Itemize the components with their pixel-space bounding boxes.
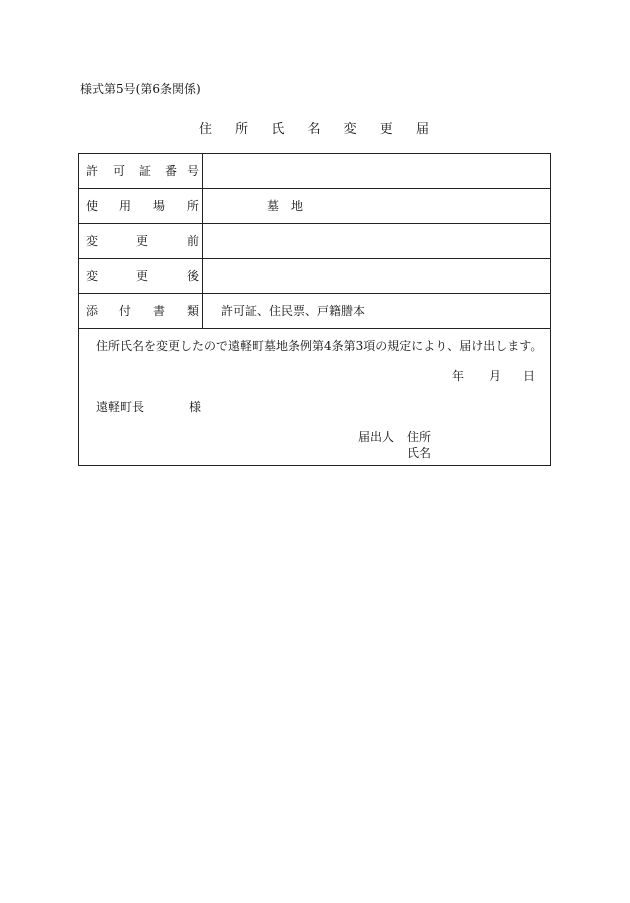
label-char: 更: [136, 234, 149, 248]
usage-location-value: 墓 地: [267, 199, 304, 213]
label-char: 添: [86, 304, 99, 318]
row-label: [79, 189, 203, 223]
title-char: 名: [307, 122, 323, 137]
label-char: 番: [165, 164, 178, 178]
label-char: 前: [187, 234, 200, 248]
document-title: [0, 118, 630, 137]
applicant-label: 届出人: [358, 430, 395, 444]
addressee: 遠軽町長: [96, 400, 145, 414]
date-month-label: 月: [489, 369, 502, 383]
label-char: 変: [86, 269, 99, 283]
honorific: 様: [189, 400, 202, 414]
label-char: 場: [153, 199, 166, 213]
title-char: 届: [415, 122, 431, 137]
row-permit-number: [79, 154, 550, 189]
label-char: 変: [86, 234, 99, 248]
label-char: 類: [187, 304, 200, 318]
label-char: 所: [187, 199, 200, 213]
row-after-change: [79, 259, 550, 294]
row-before-change: [79, 224, 550, 259]
form-table: [78, 153, 551, 466]
title-char: 所: [235, 122, 251, 137]
row-label: [79, 294, 203, 328]
row-label: [79, 224, 203, 258]
row-label: [79, 259, 203, 293]
row-attachments: [79, 294, 550, 329]
label-char: 可: [113, 164, 126, 178]
title-char: 更: [379, 122, 395, 137]
date-day-label: 日: [523, 369, 536, 383]
label-char: 後: [187, 269, 200, 283]
label-char: 用: [119, 199, 132, 213]
title-char: 住: [199, 122, 215, 137]
form-number: 様式第5号(第6条関係): [80, 82, 201, 96]
title-char: 氏: [271, 122, 287, 137]
applicant-name-label: 氏名: [407, 446, 432, 460]
label-char: 許: [86, 164, 99, 178]
statement-text: 住所氏名を変更したので遠軽町墓地条例第4条第3項の規定により、届け出します。: [96, 339, 543, 353]
label-char: 号: [187, 164, 200, 178]
row-label: [79, 154, 203, 188]
attachments-value: 許可証、住民票、戸籍謄本: [221, 304, 366, 318]
label-char: 証: [139, 164, 152, 178]
label-char: 書: [153, 304, 166, 318]
label-char: 付: [119, 304, 132, 318]
date-year-label: 年: [452, 369, 465, 383]
applicant-address-label: 住所: [407, 430, 432, 444]
label-char: 更: [136, 269, 149, 283]
row-usage-location: [79, 189, 550, 224]
title-char: 変: [343, 122, 359, 137]
label-char: 使: [86, 199, 99, 213]
